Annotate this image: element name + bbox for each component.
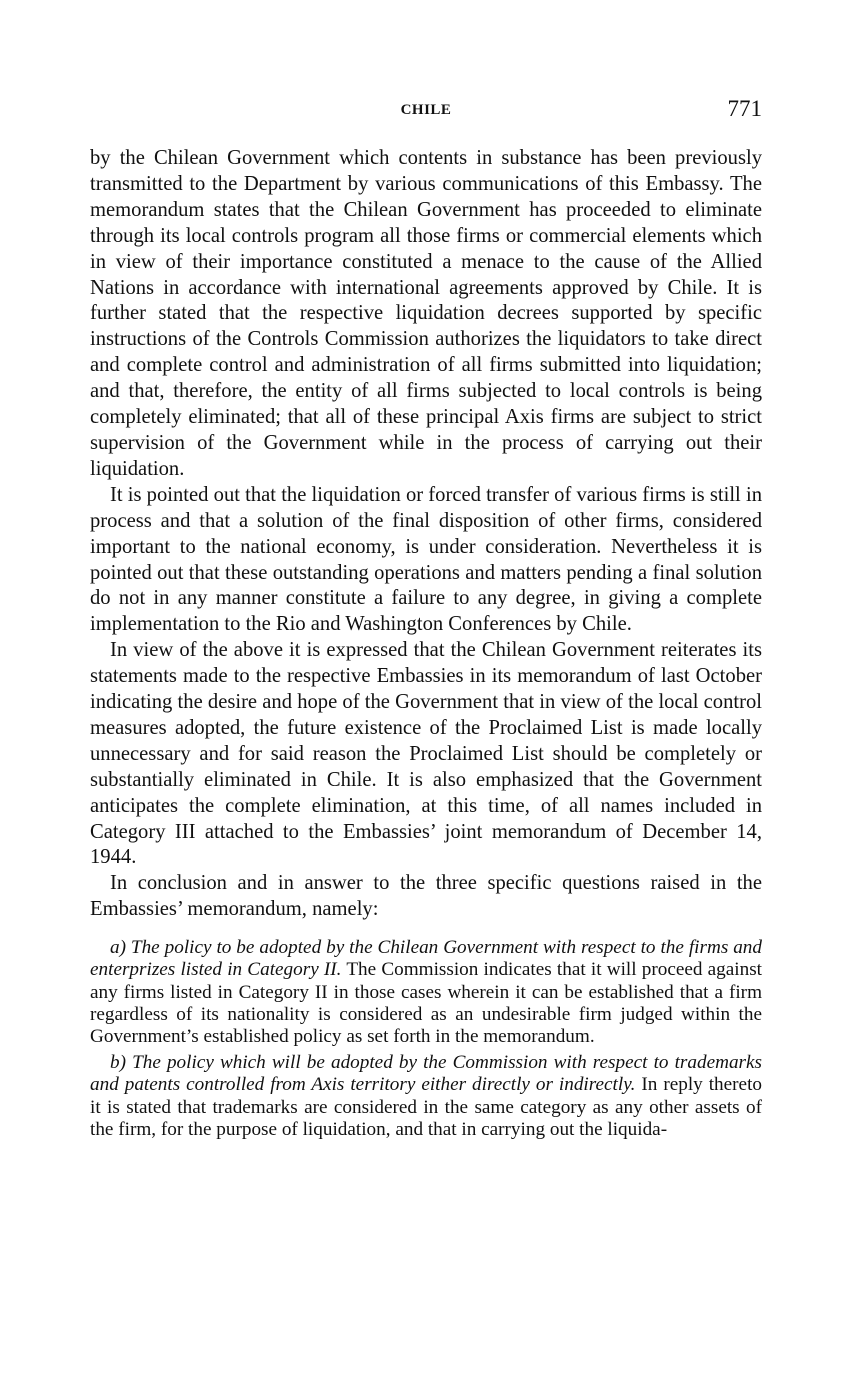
quoted-item-heading: a) The policy to be adopted by the Chilean Government with respect to the firms and enterprizes listed in Category II. bbox=[90, 937, 762, 981]
document-page bbox=[90, 96, 762, 1141]
paragraph: by the Chilean Government which contents in substance has been previously transmitted to the Department by various communications of this Embassy. The memorandum states that the Chilean Government has proceeded to eliminate through its local controls program all those firms or commercial elements which in view of their importance constituted a menace to the cause of the Allied Nations in accordance with international agreements approved by Chile. It is further stated that the respective liquidation decrees supported by specific instructions of the Controls Commission authorizes the liquidators to take direct and complete control and administration of all firms submitted into liquidation; and that, therefore, the entity of all firms subjected to local controls is being completely eliminated; that all of these principal Axis firms are subject to strict supervision of the Government while in the process of carrying out their liquidation. bbox=[90, 147, 762, 480]
quoted-item-b bbox=[90, 1052, 762, 1141]
running-head: CHILE bbox=[400, 102, 452, 118]
paragraph: In view of the above it is expressed that the Chilean Government reiterates its statements made to the respective Embassies in its memorandum of last October indicating the desire and hope of the Government that in view of the local control measures adopted, the future existence of the Proclaimed List is made locally unnecessary and for said reason the Proclaimed List should be completely or substantially eliminated in Chile. It is also emphasized that the Government anticipates the complete elimination, at this time, of all names included in Category III attached to the Embassies’ joint memorandum of December 14, 1944. bbox=[90, 639, 762, 869]
page-header bbox=[90, 96, 762, 126]
quoted-item-text: In reply thereto it is stated that trademarks are considered in the same category as any other assets of the firm, for the purpose of liquidation, and that in carrying out the liquida- bbox=[90, 1074, 762, 1140]
body-text bbox=[90, 146, 762, 923]
quoted-answers bbox=[90, 937, 762, 1141]
page-number: 771 bbox=[727, 96, 762, 121]
paragraph: It is pointed out that the liquidation or forced transfer of various firms is still in process and that a solution of the final disposition of other firms, considered important to the national economy, is under consideration. Nevertheless it is pointed out that these outstanding operations and matters pending a final solution do not in any manner constitute a failure to any degree, in giving a complete implementation to the Rio and Washington Conferences by Chile. bbox=[90, 483, 762, 636]
paragraph: In conclusion and in answer to the three specific questions raised in the Embassies’ memorandum, namely: bbox=[90, 872, 762, 921]
quoted-item-a bbox=[90, 937, 762, 1048]
quoted-item-heading: b) The policy which will be adopted by the Commission with respect to trademarks and patents controlled from Axis territory either directly or indirectly. bbox=[90, 1052, 762, 1096]
quoted-item-text: The Commission indicates that it will proceed against any firms listed in Category II in those cases wherein it can be established that a firm regardless of its nationality is considered as an undesirable firm judged within the Government’s established policy as set forth in the memorandum. bbox=[90, 959, 762, 1047]
